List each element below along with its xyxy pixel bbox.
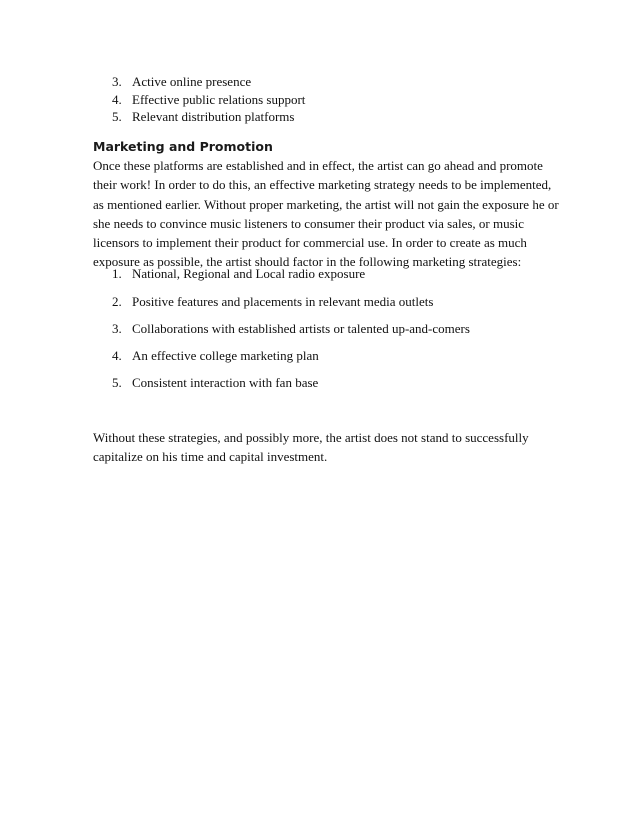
list-item [112,293,433,311]
list-item-number: 5. [112,375,122,390]
list-item [112,347,319,365]
list-item [112,320,470,338]
list-item-number: 2. [112,294,122,309]
list-item [112,108,294,126]
list-item-number: 3. [112,74,122,89]
paragraph-line: Without these strategies, and possibly more, the artist does not stand to successfully [93,430,529,445]
closing-paragraph [93,428,553,467]
paragraph-line: she needs to convince music listeners to consumer their product via sales, or music [93,215,525,231]
section-heading: Marketing and Promotion [93,139,273,154]
paragraph-line: Once these platforms are established and in effect, the artist can go ahead and promote [93,158,543,173]
list-item [112,73,251,91]
body-paragraph [93,156,559,272]
list-item [112,265,365,283]
list-item-text: Active online presence [132,74,252,89]
list-item-text: Positive features and placements in relevant media outlets [132,294,434,309]
list-item-text: An effective college marketing plan [132,348,319,363]
list-item-text: Effective public relations support [132,92,306,107]
paragraph-line: licensors to implement their product for commercial use. In order to create as much [93,235,527,251]
paragraph-line: their work! In order to do this, an effective marketing strategy needs to be implemented, [93,177,552,193]
paragraph-line: capitalize on his time and capital investment. [93,449,328,465]
list-item-number: 3. [112,321,122,336]
list-item [112,374,318,392]
list-item-text: Collaborations with established artists or talented up-and-comers [132,321,470,336]
list-item-number: 1. [112,266,122,281]
list-item [112,91,305,109]
list-item-number: 4. [112,92,122,107]
list-item-text: Relevant distribution platforms [132,109,295,124]
list-item-number: 4. [112,348,122,363]
paragraph-line: exposure as possible, the artist should factor in the following marketing strategies: [93,254,522,270]
list-item-text: National, Regional and Local radio exposure [132,266,366,281]
list-item-text: Consistent interaction with fan base [132,375,319,390]
paragraph-line: as mentioned earlier. Without proper marketing, the artist will not gain the exposure he or [93,196,559,212]
list-item-number: 5. [112,109,122,124]
